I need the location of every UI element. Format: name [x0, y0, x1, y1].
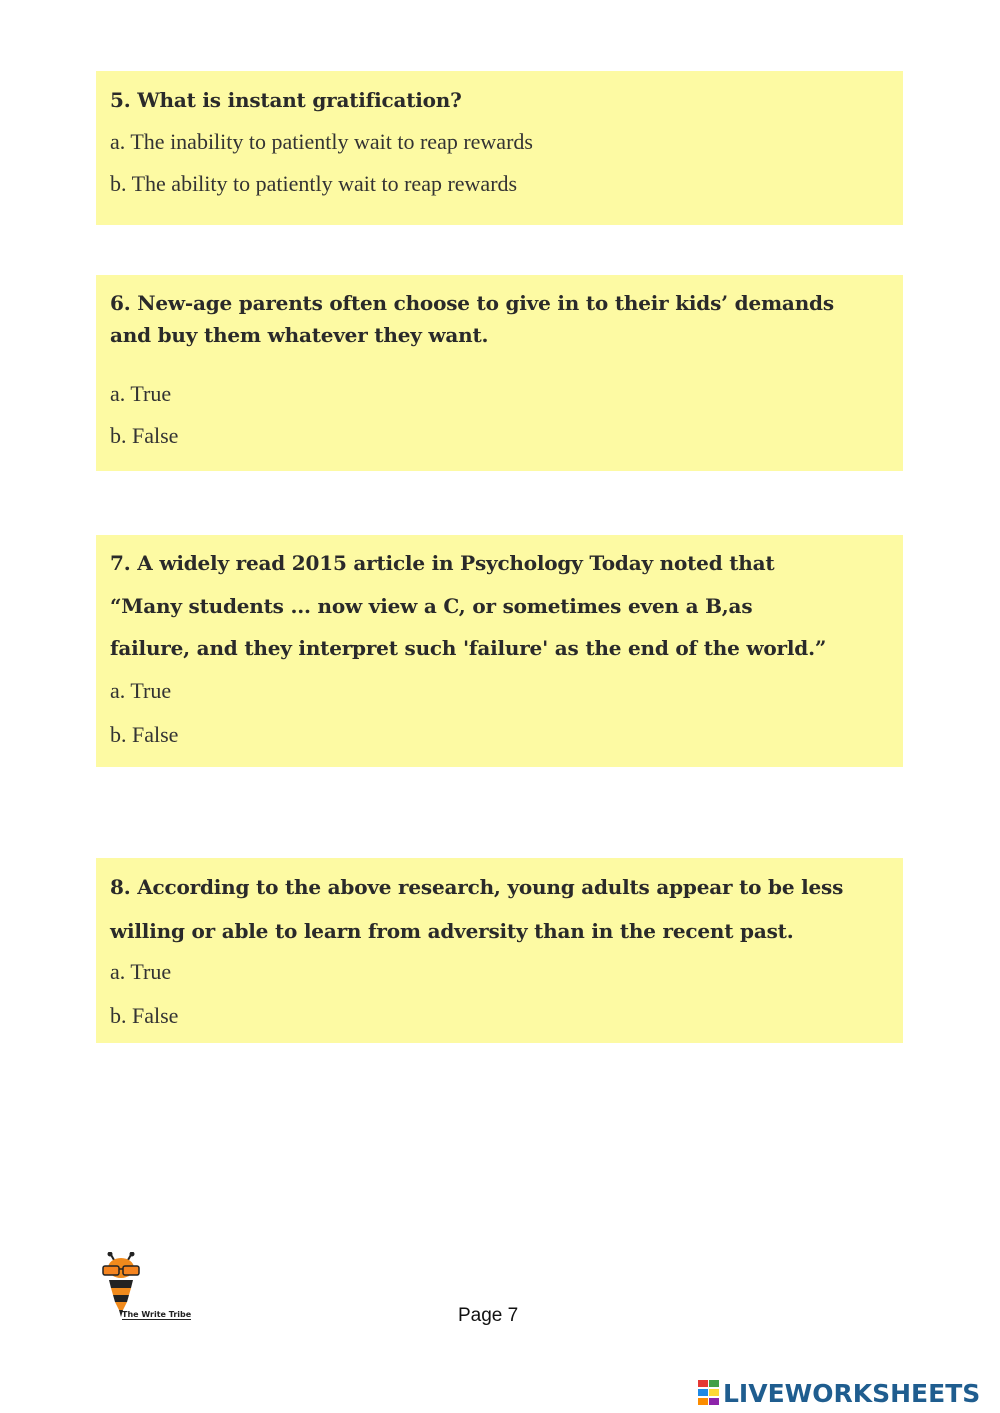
liveworksheets-brand[interactable]: [698, 1376, 980, 1410]
question-8-box: [96, 858, 903, 1043]
question-5-text: 5. What is instant gratification?: [110, 88, 462, 112]
question-5-option-a[interactable]: a. The inability to patiently wait to reap rewards: [110, 129, 533, 154]
question-7-option-b[interactable]: b. False: [110, 722, 179, 747]
logo-caption: The Write Tribe: [122, 1310, 192, 1319]
question-7-text-line-2: “Many students ... now view a C, or sometimes even a B,as: [110, 594, 753, 618]
question-8-text-line-2: willing or able to learn from adversity than in the recent past.: [110, 919, 794, 943]
write-tribe-logo: [100, 1252, 210, 1324]
question-6-option-a[interactable]: a. True: [110, 381, 172, 406]
question-8-option-a[interactable]: a. True: [110, 959, 172, 984]
question-6-text-line-2: and buy them whatever they want.: [110, 323, 489, 347]
question-8-option-b[interactable]: b. False: [110, 1003, 179, 1028]
page-number: Page 7: [458, 1305, 519, 1326]
question-6-text-line-1: 6. New-age parents often choose to give in to their kids’ demands: [110, 291, 834, 315]
liveworksheets-logo-icon: [698, 1380, 720, 1406]
question-5-option-b[interactable]: b. The ability to patiently wait to reap rewards: [110, 171, 518, 196]
question-7-box: [96, 535, 903, 767]
question-6-box: [96, 275, 903, 471]
bee-icon: [100, 1252, 160, 1318]
question-6-option-b[interactable]: b. False: [110, 423, 179, 448]
liveworksheets-text: LIVEWORKSHEETS: [723, 1378, 981, 1408]
question-8-text-line-1: 8. According to the above research, young adults appear to be less: [110, 875, 844, 899]
question-5-box: [96, 71, 903, 225]
question-7-option-a[interactable]: a. True: [110, 678, 172, 703]
question-7-text-line-3: failure, and they interpret such 'failure' as the end of the world.”: [110, 636, 827, 660]
question-7-text-line-1: 7. A widely read 2015 article in Psychology Today noted that: [110, 551, 775, 575]
